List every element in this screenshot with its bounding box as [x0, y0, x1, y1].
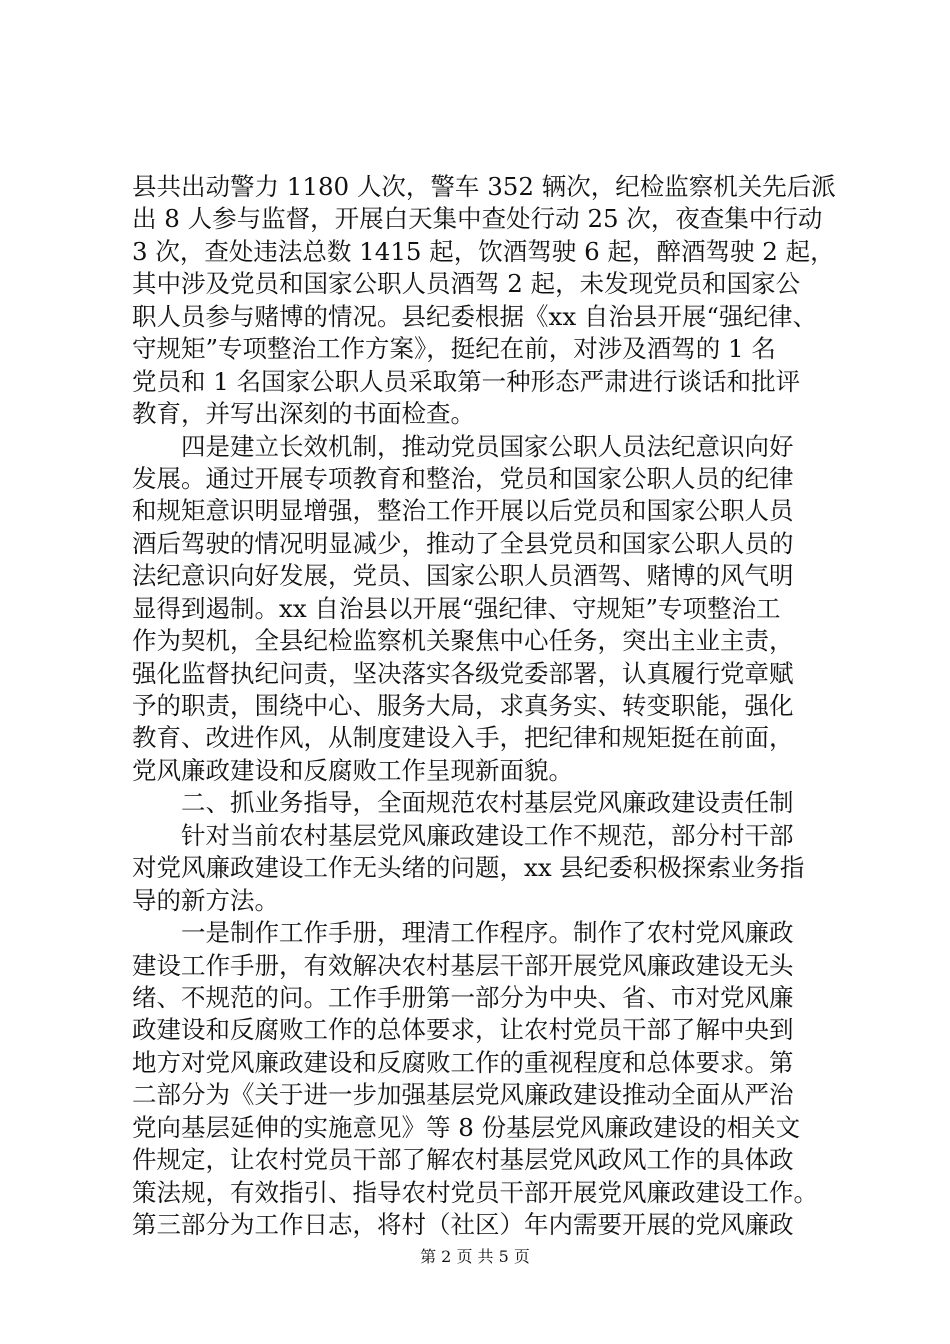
- text-line: 3 次，查处违法总数 1415 起，饮酒驾驶 6 起，醉酒驾驶 2 起，: [132, 236, 835, 266]
- text-line: 予的职责，围绕中心、服务大局，求真务实、转变职能，强化: [132, 691, 794, 720]
- text-line: 出 8 人参与监督，开展白天集中查处行动 25 次，夜查集中行动: [132, 204, 823, 234]
- text-line: 二部分为《关于进一步加强基层党风廉政建设推动全面从严治: [132, 1080, 794, 1110]
- text-line: 县共出动警力 1180 人次，警车 352 辆次，纪检监察机关先后派: [132, 172, 836, 201]
- text-line: 绪、不规范的问。工作手册第一部分为中央、省、市对党风廉: [132, 982, 794, 1012]
- text-line: 作为契机，全县纪检监察机关聚焦中心任务，突出主业主责，: [132, 626, 794, 656]
- text-line: 酒后驾驶的情况明显减少，推动了全县党员和国家公职人员的: [132, 528, 794, 558]
- text-line: 和规矩意识明显增强，整治工作开展以后党员和国家公职人员: [132, 496, 794, 526]
- text-line: 对党风廉政建设工作无头绪的问题，xx 县纪委积极探索业务指: [132, 853, 805, 883]
- text-line: 其中涉及党员和国家公职人员酒驾 2 起，未发现党员和国家公: [132, 269, 801, 299]
- text-line: 建设工作手册，有效解决农村基层干部开展党风廉政建设无头: [132, 950, 794, 980]
- text-line: 政建设和反腐败工作的总体要求，让农村党员干部了解中央到: [132, 1015, 794, 1045]
- document-body: [132, 171, 836, 1241]
- text-line: 策法规，有效指引、指导农村党员干部开展党风廉政建设工作。: [132, 1177, 818, 1207]
- text-line: 一是制作工作手册，理清工作程序。制作了农村党风廉政: [181, 918, 794, 948]
- text-line: 党向基层延伸的实施意见》等 8 份基层党风廉政建设的相关文: [132, 1112, 801, 1142]
- text-line: 强化监督执纪问责，坚决落实各级党委部署，认真履行党章赋: [132, 658, 794, 688]
- text-line: 法纪意识向好发展，党员、国家公职人员酒驾、赌博的风气明: [132, 561, 794, 591]
- text-line: 四是建立长效机制，推动党员国家公职人员法纪意识向好: [181, 431, 794, 461]
- text-line: 党员和 1 名国家公职人员采取第一种形态严肃进行谈话和批评: [132, 366, 801, 396]
- text-line: 发展。通过开展专项教育和整治，党员和国家公职人员的纪律: [132, 463, 794, 493]
- text-line: 二、抓业务指导，全面规范农村基层党风廉政建设责任制: [181, 788, 794, 818]
- text-line: 党风廉政建设和反腐败工作呈现新面貌。: [132, 755, 573, 785]
- text-line: 件规定，让农村党员干部了解农村基层党风政风工作的具体政: [132, 1145, 794, 1175]
- text-line: 教育，并写出深刻的书面检查。: [132, 399, 475, 429]
- text-line: 教育、改进作风，从制度建设入手，把纪律和规矩挺在前面，: [132, 723, 794, 753]
- text-line: 针对当前农村基层党风廉政建设工作不规范，部分村干部: [181, 820, 794, 850]
- text-line: 地方对党风廉政建设和反腐败工作的重视程度和总体要求。第: [132, 1047, 794, 1077]
- text-line: 职人员参与赌博的情况。县纪委根据《xx 自治县开展“强纪律、: [132, 301, 817, 331]
- text-line: 导的新方法。: [132, 885, 279, 915]
- page-footer: 第 2 页 共 5 页: [420, 1247, 530, 1266]
- text-line: 第三部分为工作日志，将村（社区）年内需要开展的党风廉政: [132, 1210, 794, 1239]
- text-line: 显得到遏制。xx 自治县以开展“强纪律、守规矩”专项整治工: [132, 593, 781, 623]
- text-line: 守规矩”专项整治工作方案》，挺纪在前，对涉及酒驾的 1 名: [132, 334, 776, 364]
